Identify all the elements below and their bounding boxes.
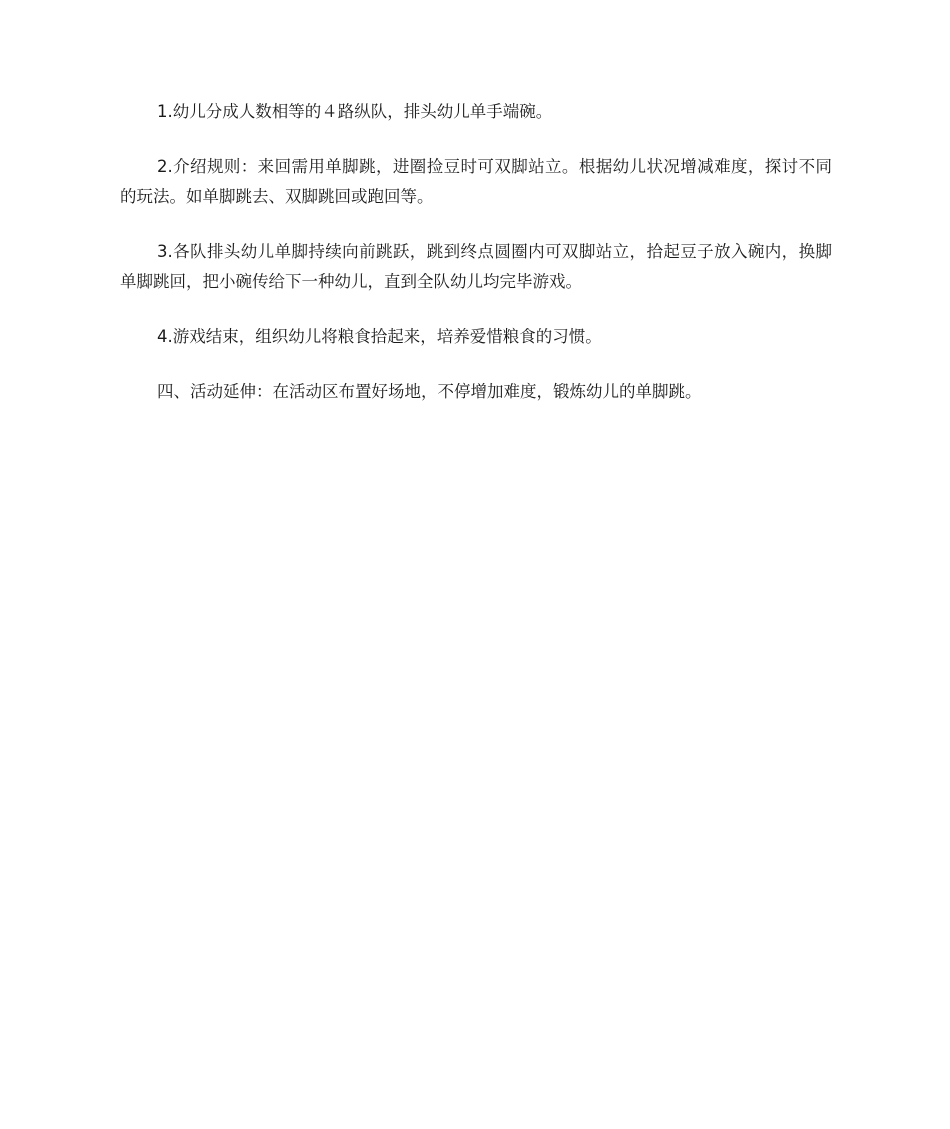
paragraph-step-2: 2.介绍规则：来回需用单脚跳，进圈捡豆时可双脚站立。根据幼儿状况增减难度，探讨不同的玩法。如单脚跳去、双脚跳回或跑回等。 (120, 157, 832, 206)
document-body (120, 97, 832, 432)
paragraph-activity-extension: 四、活动延伸：在活动区布置好场地，不停增加难度，锻炼幼儿的单脚跳。 (157, 382, 702, 401)
paragraph-step-1: 1.幼儿分成人数相等的４路纵队，排头幼儿单手端碗。 (157, 102, 553, 121)
paragraph-step-4: 4.游戏结束，组织幼儿将粮食拾起来，培养爱惜粮食的习惯。 (157, 327, 602, 346)
paragraph-step-3: 3.各队排头幼儿单脚持续向前跳跃，跳到终点圆圈内可双脚站立，拾起豆子放入碗内，换脚单脚跳回，把小碗传给下一种幼儿，直到全队幼儿均完毕游戏。 (120, 242, 832, 291)
